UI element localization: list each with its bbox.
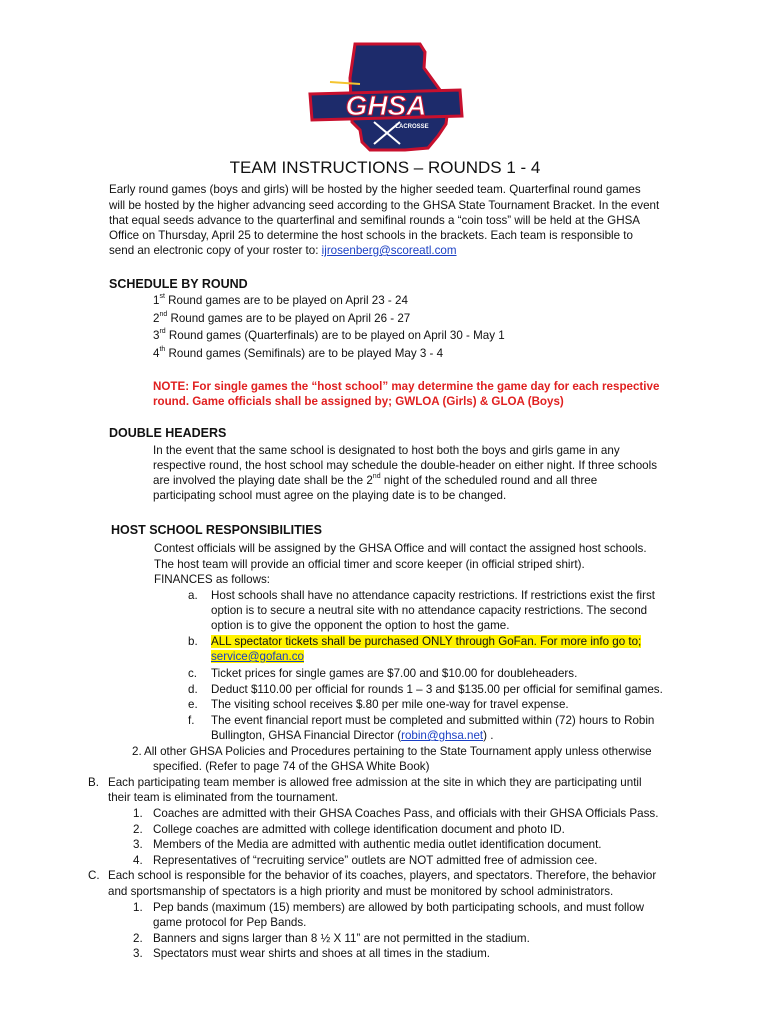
finance-d-line-1: Deduct $110.00 per official for rounds 1 – 3 and $135.00 per official for semifinal games. — [211, 683, 663, 696]
finance-c-line-1: Ticket prices for single games are $7.00 and $10.00 for doubleheaders. — [211, 667, 578, 680]
georgia-outline-icon — [300, 38, 470, 158]
b-item-1: Coaches are admitted with their GHSA Coaches Pass, and officials with their GHSA Officials Pass. — [153, 807, 659, 820]
finance-letter-e: e. — [188, 698, 198, 711]
b-item-4-num: 4. — [133, 854, 143, 867]
finance-b-line-1: ALL spectator tickets shall be purchased ONLY through GoFan. For more info go to; — [211, 635, 642, 648]
c-item-2: Banners and signs larger than 8 ½ X 11” are not permitted in the stadium. — [153, 932, 530, 945]
finance-a-line-3: option is to give the opponent the option to host the game. — [211, 619, 510, 632]
b-item-4: Representatives of “recruiting service” outlets are NOT admitted free of admission cee. — [153, 854, 598, 867]
finance-f-line-2: Bullington, GHSA Financial Director (robin@ghsa.net) . — [211, 729, 494, 742]
finance-letter-a: a. — [188, 589, 198, 602]
dh-line-3: are involved the playing date shall be the 2nd night of the scheduled round and all three — [153, 473, 598, 487]
host-item-2-line-2: specified. (Refer to page 74 of the GHSA White Book) — [153, 760, 430, 773]
host-heading: HOST SCHOOL RESPONSIBILITIES — [111, 523, 322, 537]
note-line-1: NOTE: For single games the “host school” may determine the game day for each respective — [153, 380, 660, 393]
dh-line-1: In the event that the same school is designated to host both the boys and girls game in any — [153, 444, 620, 457]
c-item-1-line-2: game protocol for Pep Bands. — [153, 916, 307, 929]
finance-letter-b: b. — [188, 635, 198, 648]
finance-letter-c: c. — [188, 667, 198, 680]
page-title: TEAM INSTRUCTIONS – ROUNDS 1 - 4 — [229, 158, 541, 177]
c-item-1-num: 1. — [133, 901, 143, 914]
host-line-1: Contest officials will be assigned by the GHSA Office and will contact the assigned host schools. — [154, 542, 647, 555]
finance-a-line-2: option is to secure a neutral site with no attendance capacity restrictions. The second — [211, 604, 648, 617]
b-item-3-num: 3. — [133, 838, 143, 851]
logo-sub-text: LACROSSE — [395, 124, 429, 130]
round-3: 3rd Round games (Quarterfinals) are to be played on April 30 - May 1 — [153, 328, 505, 342]
section-c-line-1: Each school is responsible for the behavior of its coaches, players, and spectators. Therefore, the behavior — [108, 869, 657, 882]
double-headers-heading: DOUBLE HEADERS — [109, 426, 227, 440]
finance-a-line-1: Host schools shall have no attendance capacity restrictions. If restrictions exist the first — [211, 589, 655, 602]
logo-text: GHSA — [345, 90, 427, 121]
round-1: 1st Round games are to be played on April 23 - 24 — [153, 293, 408, 307]
ghsa-logo — [300, 38, 470, 158]
section-b-line-1: Each participating team member is allowed free admission at the site in which they are participating until — [108, 776, 642, 789]
host-line-3: FINANCES as follows: — [154, 573, 270, 586]
c-item-1-line-1: Pep bands (maximum (15) members) are allowed by both participating schools, and must follow — [153, 901, 645, 914]
section-c-letter: C. — [88, 869, 100, 882]
dh-line-2: respective round, the host school may schedule the double-header on either night. If three schools — [153, 459, 657, 472]
section-b-line-2: their team is eliminated from the tournament. — [108, 791, 339, 804]
intro-line-1: Early round games (boys and girls) will be hosted by the higher seeded team. Quarterfinal round games — [109, 183, 641, 196]
section-b-letter: B. — [88, 776, 99, 789]
intro-line-3: that equal seeds advance to the quarterfinal and semifinal rounds a “coin toss” will be held at the GHSA — [109, 214, 641, 227]
c-item-3: Spectators must wear shirts and shoes at all times in the stadium. — [153, 947, 491, 960]
intro-line-2: will be hosted by the higher advancing seed according to the GHSA State Tournament Bracket. In the event — [109, 199, 660, 212]
intro-line-5 — [109, 243, 457, 259]
roster-email-link[interactable]: ijrosenberg@scoreatl.com — [321, 244, 457, 257]
schedule-heading: SCHEDULE BY ROUND — [109, 277, 248, 291]
b-item-3: Members of the Media are admitted with authentic media outlet identification document. — [153, 838, 602, 851]
round-2: 2nd Round games are to be played on April 26 - 27 — [153, 311, 411, 325]
section-c-line-2: and sportsmanship of spectators is a high priority and must be monitored by school administrators. — [108, 885, 614, 898]
intro-line-4: Office on Thursday, April 25 to determine the host schools in the brackets. Each team is responsible to — [109, 229, 633, 242]
finance-e-line-1: The visiting school receives $.80 per mile one-way for travel expense. — [211, 698, 569, 711]
c-item-2-num: 2. — [133, 932, 143, 945]
b-item-2: College coaches are admitted with college identification document and photo ID. — [153, 823, 565, 836]
host-line-2: The host team will provide an official timer and score keeper (in official striped shirt). — [154, 558, 585, 571]
robin-email-link[interactable]: robin@ghsa.net — [401, 729, 484, 742]
b-item-1-num: 1. — [133, 807, 143, 820]
finance-f-line-1: The event financial report must be completed and submitted within (72) hours to Robin — [211, 714, 655, 727]
finance-letter-f: f. — [188, 714, 195, 727]
host-item-2-num: 2. — [132, 745, 142, 758]
dh-line-4: participating school must agree on the playing date is to be changed. — [153, 489, 507, 502]
round-4: 4th Round games (Semifinals) are to be played May 3 - 4 — [153, 346, 444, 360]
note-line-2: round. Game officials shall be assigned by; GWLOA (Girls) & GLOA (Boys) — [153, 395, 564, 408]
c-item-3-num: 3. — [133, 947, 143, 960]
intro-text: send an electronic copy of your roster to: — [109, 244, 322, 257]
host-item-2-line-1: All other GHSA Policies and Procedures pertaining to the State Tournament apply unless otherwise — [144, 745, 652, 758]
finance-b-line-2 — [211, 649, 304, 665]
b-item-2-num: 2. — [133, 823, 143, 836]
gofan-email-link[interactable]: service@gofan.co — [211, 650, 304, 663]
finance-letter-d: d. — [188, 683, 198, 696]
